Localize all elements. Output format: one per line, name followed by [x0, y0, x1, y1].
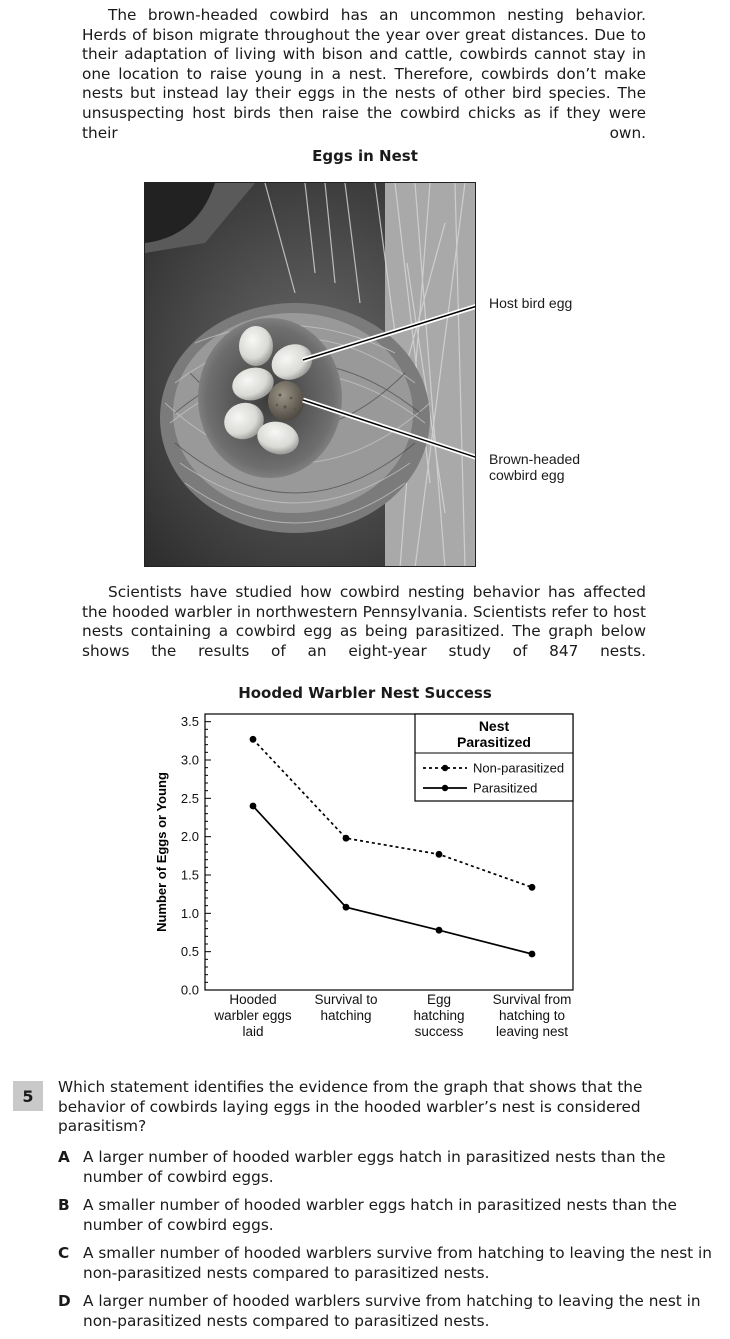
cowbird-egg-label-line2: cowbird egg: [489, 467, 565, 483]
legend-entry: Non-parasitized: [473, 760, 565, 776]
data-point: [529, 951, 536, 958]
y-axis-label: Number of Eggs or Young: [154, 772, 169, 932]
option-letter: D: [58, 1292, 71, 1310]
y-tick-label: 2.0: [180, 829, 199, 845]
legend-swatch-dot: [442, 765, 448, 771]
y-tick-label: 0.0: [180, 982, 199, 998]
cowbird-egg-label-line1: Brown-headed: [489, 451, 581, 467]
option-letter: C: [58, 1244, 70, 1262]
legend-title: Nest: [478, 718, 510, 734]
photo-title: Eggs in Nest: [312, 147, 418, 165]
data-point: [250, 803, 257, 810]
nest-illustration: [145, 183, 476, 567]
option-text: A smaller number of hooded warbler eggs hatch in parasitized nests than the number of cowbird eggs.: [83, 1196, 677, 1234]
option-text: A larger number of hooded warbler eggs hatch in parasitized nests than the number of cowbird eggs.: [83, 1148, 666, 1186]
data-point: [436, 851, 443, 858]
legend-title: Parasitized: [457, 734, 531, 750]
intro-paragraph: The brown-headed cowbird has an uncommon nesting behavior. Herds of bison migrate throughout the year over great distances. Due to their adaptation of living with bison and cattle, cowbirds cannot stay in one location to raise young in a nest. Therefore, cowbirds don’t make nests but instead lay their eggs in the nests of other bird species. The unsuspecting host birds then raise the cowbird chicks as if they were their own.: [82, 6, 646, 142]
series-line-parasitized: [253, 806, 532, 954]
data-point: [343, 904, 350, 911]
x-tick-label: warbler eggs: [214, 1008, 292, 1023]
legend-entry: Parasitized: [473, 780, 538, 796]
host-egg-label: Host bird egg: [489, 295, 573, 311]
data-point: [436, 927, 443, 934]
x-tick-label: leaving nest: [495, 1024, 569, 1039]
legend-swatch-dot: [442, 785, 448, 791]
study-paragraph: Scientists have studied how cowbird nesting behavior has affected the hooded warbler in northwestern Pennsylvania. Scientists refer to host nests containing a cowbird egg as being parasitized. The graph below shows the results of an eight-year study of 847 nests.: [82, 583, 646, 660]
x-tick-label: Egg: [426, 992, 452, 1007]
line-chart: [0, 700, 730, 1050]
y-tick-label: 2.5: [180, 790, 199, 806]
x-tick-label: hatching: [320, 1008, 372, 1023]
y-tick-label: 1.0: [180, 905, 199, 921]
y-tick-label: 1.5: [180, 867, 199, 883]
x-tick-label: Hooded: [229, 992, 277, 1007]
y-tick-label: 0.5: [180, 944, 199, 960]
chart-title: Hooded Warbler Nest Success: [238, 684, 492, 702]
question-stem: Which statement identifies the evidence from the graph that shows that the behavior of cowbirds laying eggs in the hooded warbler’s nest is considered parasitism?: [58, 1078, 643, 1136]
x-tick-label: success: [414, 1024, 464, 1039]
nest-photo: [144, 182, 476, 567]
x-tick-label: hatching: [413, 1008, 465, 1023]
y-tick-label: 3.5: [180, 714, 199, 730]
y-tick-label: 3.0: [180, 752, 199, 768]
question-number-badge: 5: [13, 1081, 43, 1111]
data-point: [343, 835, 350, 842]
x-tick-label: laid: [242, 1024, 264, 1039]
x-tick-label: Survival from: [492, 992, 572, 1007]
option-letter: B: [58, 1196, 70, 1214]
option-letter: A: [58, 1148, 70, 1166]
data-point: [250, 736, 257, 743]
option-text: A smaller number of hooded warblers survive from hatching to leaving the nest in non-parasitized nests compared to parasitized nests.: [83, 1244, 712, 1282]
option-text: A larger number of hooded warblers survive from hatching to leaving the nest in non-parasitized nests compared to parasitized nests.: [83, 1292, 701, 1330]
x-tick-label: Survival to: [314, 992, 378, 1007]
x-tick-label: hatching to: [498, 1008, 566, 1023]
data-point: [529, 884, 536, 891]
